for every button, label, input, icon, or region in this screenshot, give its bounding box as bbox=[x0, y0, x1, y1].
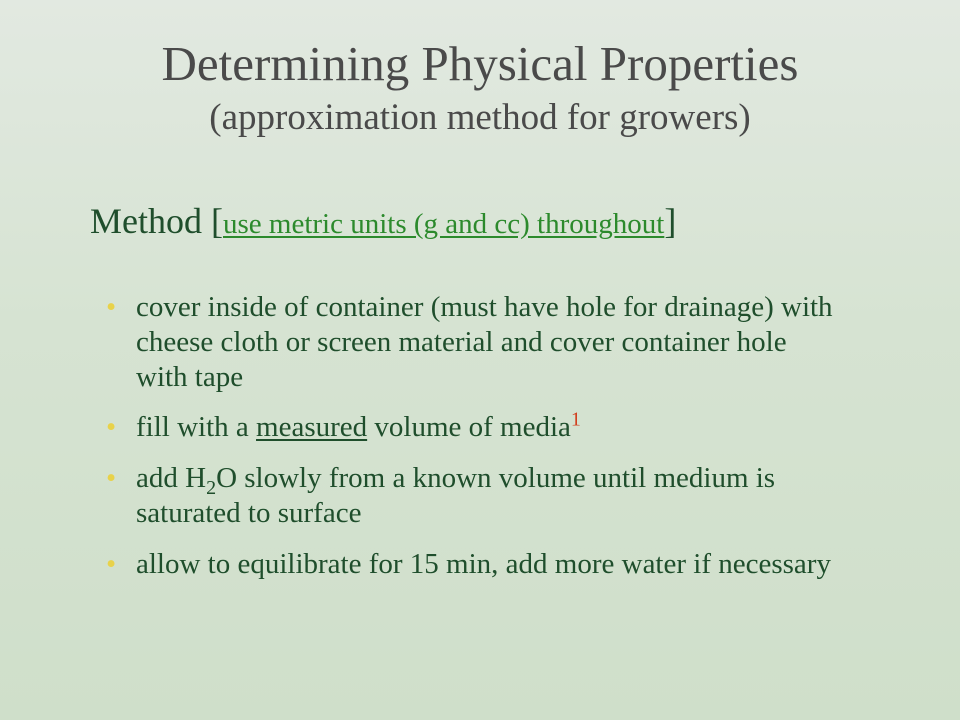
bullet-text: allow to equilibrate for 15 min, add more water if necessary bbox=[136, 547, 831, 580]
bullet-icon: • bbox=[106, 547, 117, 580]
slide-title bbox=[0, 38, 960, 138]
bullet-text: add H bbox=[136, 462, 207, 495]
bullet-item bbox=[100, 290, 840, 394]
bullet-icon: • bbox=[106, 411, 117, 444]
method-heading bbox=[90, 200, 676, 242]
bullet-text: cover inside of container (must have hole for drainage) with cheese cloth or screen material and cover container hole with tape bbox=[136, 291, 833, 393]
title-subtitle: (approximation method for growers) bbox=[209, 97, 751, 139]
bullet-icon: • bbox=[106, 462, 117, 495]
title-main: Determining Physical Properties bbox=[161, 36, 799, 91]
bullet-item bbox=[100, 461, 840, 531]
subscript-text: 2 bbox=[206, 476, 217, 499]
bullet-item bbox=[100, 410, 840, 445]
method-units-note: use metric units (g and cc) throughout bbox=[223, 208, 665, 240]
bullet-item bbox=[100, 547, 840, 582]
bullet-underlined-word: measured bbox=[256, 411, 368, 444]
method-close-bracket: ] bbox=[664, 201, 677, 241]
bullet-list bbox=[100, 290, 840, 598]
bullet-text: O slowly from a known volume until medium is saturated to surface bbox=[136, 462, 776, 529]
bullet-text: volume of media bbox=[367, 411, 571, 444]
footnote-marker: 1 bbox=[570, 408, 581, 431]
method-open-bracket: [ bbox=[211, 201, 223, 241]
method-label: Method bbox=[90, 201, 202, 241]
bullet-text: fill with a bbox=[136, 411, 257, 444]
bullet-icon: • bbox=[106, 291, 117, 323]
